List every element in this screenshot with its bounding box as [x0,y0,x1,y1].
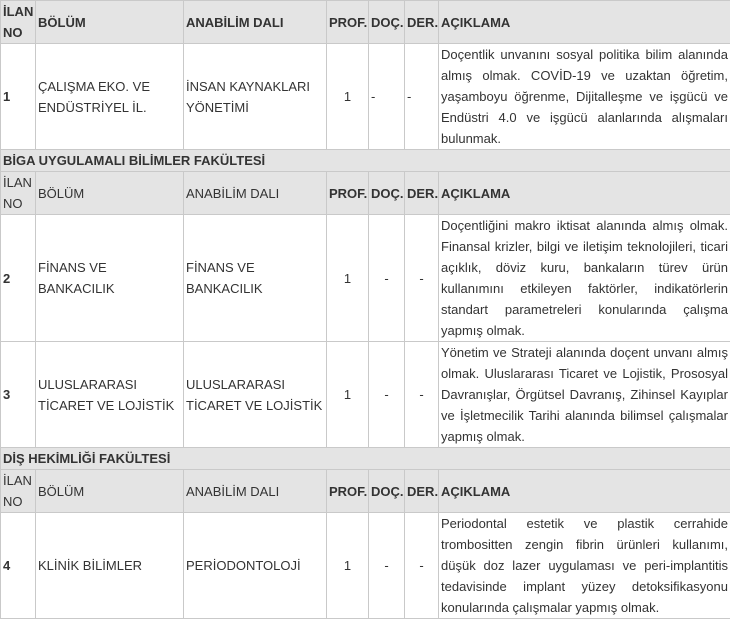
col-bolum-header: BÖLÜM [36,1,184,44]
bolum-cell: KLİNİK BİLİMLER [36,513,184,619]
col-aciklama-header: AÇIKLAMA [439,470,730,513]
ilan-no-cell: 2 [1,215,36,342]
table-row [1,44,730,150]
section-title: DİŞ HEKİMLİĞİ FAKÜLTESİ [1,448,730,470]
der-cell: - [405,215,439,342]
doc-cell: - [369,342,405,448]
col-der-header: DER. [405,1,439,44]
bolum-cell: ULUSLARARASI TİCARET VE LOJİSTİK [36,342,184,448]
prof-cell: 1 [327,44,369,150]
aciklama-cell: Yönetim ve Strateji alanında doçent unvanı almış olmak. Uluslararası Ticaret ve Lojistik, Prososyal Davranışlar, Örgütsel Davranış, Zihinsel Kayıplar ve İşletmecilik Tarihi alanında bilimsel çalışmalar yapmış olmak. [439,342,730,448]
col-ilan-header: İLAN NO [1,470,36,513]
ilan-no-cell: 1 [1,44,36,150]
col-prof-header: PROF. [327,470,369,513]
table-row [1,215,730,342]
bolum-cell: FİNANS VE BANKACILIK [36,215,184,342]
aciklama-cell: Periodontal estetik ve plastik cerrahide trombositten zengin fibrin ürünleri kullanımı, düşük doz lazer uygulaması ve peri-implantitis tedavisinde implant yüzey detoksifikasyonu konularında çalışmalar yapmış olmak. [439,513,730,619]
anabilim-cell: ULUSLARARASI TİCARET VE LOJİSTİK [184,342,327,448]
col-ilan-header: İLAN NO [1,1,36,44]
ilan-no-cell: 3 [1,342,36,448]
bolum-cell: ÇALIŞMA EKO. VE ENDÜSTRİYEL İL. [36,44,184,150]
section-row [1,150,730,172]
doc-cell: - [369,513,405,619]
table-row [1,342,730,448]
prof-cell: 1 [327,342,369,448]
col-bolum-header: BÖLÜM [36,172,184,215]
section-row [1,448,730,470]
col-anabilim-header: ANABİLİM DALI [184,470,327,513]
anabilim-cell: FİNANS VE BANKACILIK [184,215,327,342]
prof-cell: 1 [327,215,369,342]
col-ilan-header: İLAN NO [1,172,36,215]
col-prof-header: PROF. [327,172,369,215]
header-row [1,470,730,513]
anabilim-cell: İNSAN KAYNAKLARI YÖNETİMİ [184,44,327,150]
der-cell: - [405,342,439,448]
der-cell: - [405,513,439,619]
header-row [1,1,730,44]
doc-cell: - [369,215,405,342]
header-row [1,172,730,215]
col-anabilim-header: ANABİLİM DALI [184,172,327,215]
ilan-no-cell: 4 [1,513,36,619]
col-bolum-header: BÖLÜM [36,470,184,513]
table-row [1,513,730,619]
anabilim-cell: PERİODONTOLOJİ [184,513,327,619]
prof-cell: 1 [327,513,369,619]
section-title: BİGA UYGULAMALI BİLİMLER FAKÜLTESİ [1,150,730,172]
der-cell: - [405,44,439,150]
aciklama-cell: Doçentliğini makro iktisat alanında almış olmak. Finansal krizler, bilgi ve iletişim teknolojileri, ticari açıklık, döviz kuru, bankaların türev ürün kullanımını etkileyen faktörler, indikatörlerin standart parametreleri konularında çalışma yapmış olmak. [439,215,730,342]
col-anabilim-header: ANABİLİM DALI [184,1,327,44]
col-prof-header: PROF. [327,1,369,44]
doc-cell: - [369,44,405,150]
aciklama-cell: Doçentlik unvanını sosyal politika bilim alanında almış olmak. COVİD-19 ve uzaktan öğretim, yaşamboyu öğrenme, Dijitalleşme ve işgücü ve Endüstri 4.0 ve işgücü alanlarında alışmaları bulunmak. [439,44,730,150]
col-doc-header: DOÇ. [369,1,405,44]
col-aciklama-header: AÇIKLAMA [439,172,730,215]
col-der-header: DER. [405,172,439,215]
col-doc-header: DOÇ. [369,172,405,215]
col-aciklama-header: AÇIKLAMA [439,1,730,44]
col-doc-header: DOÇ. [369,470,405,513]
col-der-header: DER. [405,470,439,513]
